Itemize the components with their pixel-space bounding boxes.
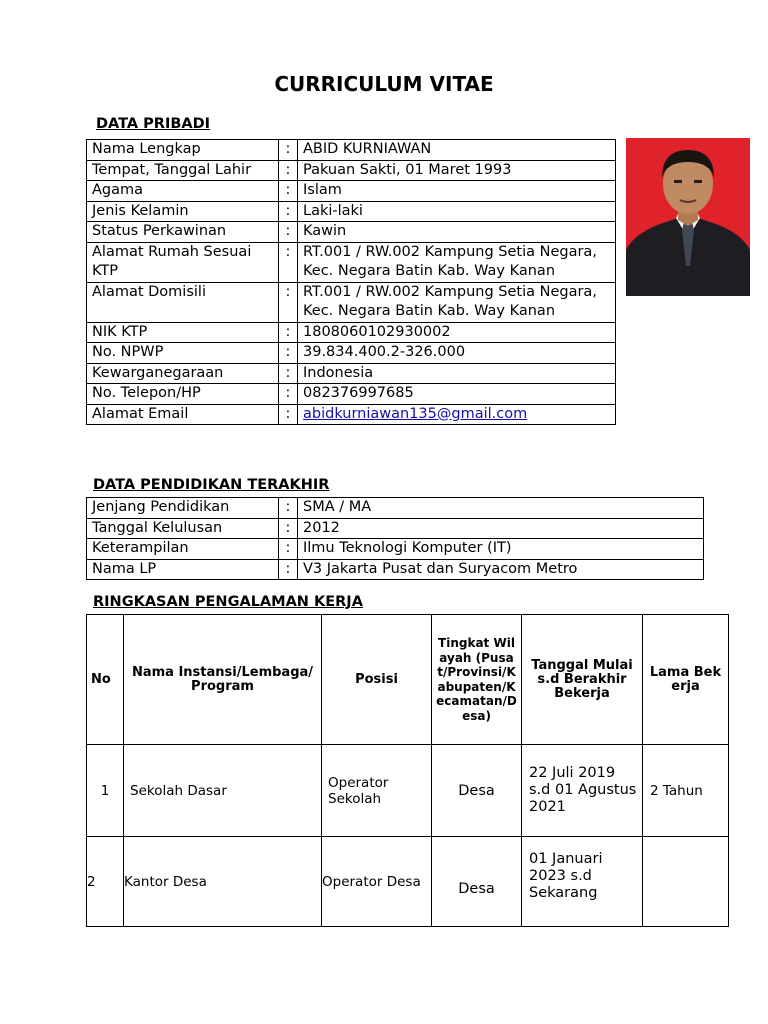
profile-photo (626, 138, 750, 296)
document-title: CURRICULUM VITAE (274, 72, 494, 96)
header-nama: Nama Instansi/Lembaga/Program (124, 615, 322, 745)
work-experience-table (86, 614, 729, 927)
portrait-illustration (626, 138, 750, 296)
header-tingkat: Tingkat Wilayah (Pusat/Provinsi/Kabupaten/Kecamatan/Desa) (432, 615, 522, 745)
table-row: Tempat, Tanggal Lahir : Pakuan Sakti, 01 Maret 1993 (87, 160, 616, 181)
full-name-value: ABID KURNIAWAN (298, 140, 616, 161)
header-lama: Lama Bekerja (643, 615, 729, 745)
table-row: Tanggal Kelulusan : 2012 (87, 518, 704, 539)
table-row: Jenis Kelamin : Laki-laki (87, 201, 616, 222)
header-tanggal: Tanggal Mulai s.d Berakhir Bekerja (522, 615, 643, 745)
table-row: Alamat Rumah Sesuai KTP : RT.001 / RW.002 Kampung Setia Negara, Kec. Negara Batin Kab. Way Kanan (87, 242, 616, 282)
table-row: Alamat Domisili : RT.001 / RW.002 Kampung Setia Negara, Kec. Negara Batin Kab. Way Kanan (87, 282, 616, 322)
table-row: 2 Kantor Desa Operator Desa Desa 01 Januari 2023 s.d Sekarang (87, 837, 729, 927)
table-row: 1 Sekolah Dasar Operator Sekolah Desa 22 Juli 2019 s.d 01 Agustus 2021 2 Tahun (87, 745, 729, 837)
section-heading-pendidikan: DATA PENDIDIKAN TERAKHIR (93, 477, 330, 493)
table-row: Jenjang Pendidikan : SMA / MA (87, 498, 704, 519)
table-row: Nama Lengkap : ABID KURNIAWAN (87, 140, 616, 161)
table-row: Alamat Email : abidkurniawan135@gmail.com (87, 404, 616, 425)
table-row: Keterampilan : Ilmu Teknologi Komputer (IT) (87, 539, 704, 560)
table-row: NIK KTP : 1808060102930002 (87, 322, 616, 343)
table-row: Status Perkawinan : Kawin (87, 222, 616, 243)
table-row: No. Telepon/HP : 082376997685 (87, 384, 616, 405)
table-row: Nama LP : V3 Jakarta Pusat dan Suryacom Metro (87, 559, 704, 580)
section-heading-kerja: RINGKASAN PENGALAMAN KERJA (93, 594, 363, 610)
header-no: No (87, 615, 124, 745)
table-header-row (87, 615, 729, 745)
personal-data-table (86, 139, 616, 425)
table-row: No. NPWP : 39.834.400.2-326.000 (87, 343, 616, 364)
table-row: Agama : Islam (87, 181, 616, 202)
email-link[interactable]: abidkurniawan135@gmail.com (303, 405, 528, 422)
education-table (86, 497, 704, 580)
section-heading-pribadi: DATA PRIBADI (96, 116, 211, 132)
header-posisi: Posisi (322, 615, 432, 745)
table-row: Kewarganegaraan : Indonesia (87, 363, 616, 384)
